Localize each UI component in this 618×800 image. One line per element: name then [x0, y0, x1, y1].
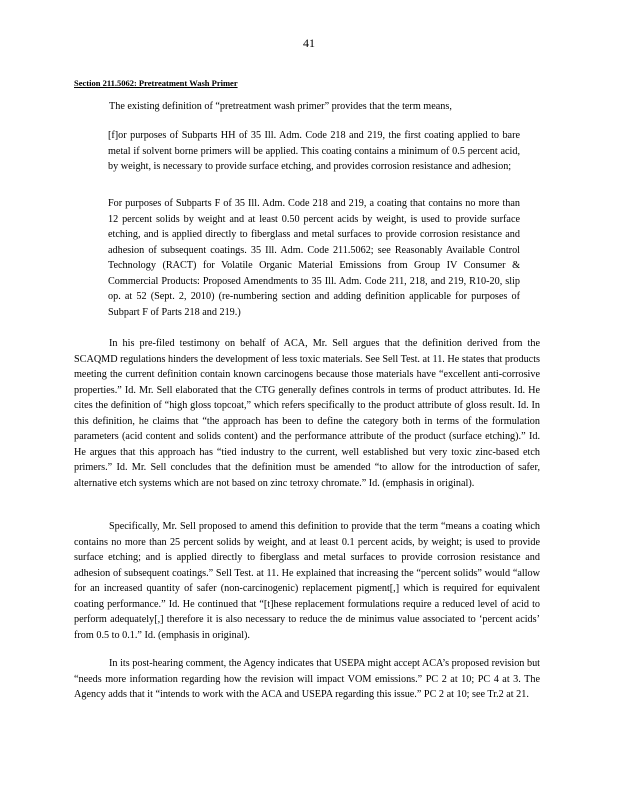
paragraph-agency-comment: In its post-hearing comment, the Agency indicates that USEPA might accept ACA’s proposed revision but “needs more information regarding how the revision will impact VOM emissions.” PC 2 at 10; PC 4 at 3. The Agency adds that it “intends to work with the ACA and USEPA regarding this issue.” PC 2 at 10; see Tr.2 at 21. [74, 658, 540, 700]
intro-paragraph: The existing definition of “pretreatment wash primer” provides that the term means, [109, 101, 452, 112]
block-quote-1: [f]or purposes of Subparts HH of 35 Ill. Adm. Code 218 and 219, the first coating applied to bare metal if solvent borne primers will be applied. This coating contains a minimum of 0.5 percent acid, by weight, is necessary to provide surface etching, and provides corrosion resistance and adhesion; [108, 130, 520, 172]
paragraph-sell-proposal: Specifically, Mr. Sell proposed to amend this definition to provide that the term “means a coating which contains no more than 25 percent solids by weight, and at least 0.1 percent acids, by weight; is used to provide surface etching; and is applied directly to fiberglass and metal surfaces to provide corrosion resistance and adhesion of subsequent coatings.” Sell Test. at 11. He explained that increasing the “percent solids” would “allow for an increased quantity of safer (non-carcinogenic) replacement pigment[,] which is required for equivalent coating performance.” Id. He continued that “[t]hese replacement formulations require a reduced level of acid to perform adequately[,] therefore it is also necessary to reduce the de minimus value associated to ‘percent acids’ from 0.5 to 0.1.” Id. (emphasis in original). [74, 521, 540, 641]
section-heading: Section 211.5062: Pretreatment Wash Primer [74, 78, 238, 88]
block-quote-2: For purposes of Subparts F of 35 Ill. Adm. Code 218 and 219, a coating that contains no more than 12 percent solids by weight and at least 0.50 percent acids by weight, is used to provide surface etching, and is applied directly to fiberglass and metal surfaces to provide corrosion resistance and adhesion of subsequent coatings. 35 Ill. Adm. Code 211.5062; see Reasonably Available Control Technology (RACT) for Volatile Organic Material Emissions from Group IV Consumer & Commercial Products: Proposed Amendments to 35 Ill. Adm. Code 211, 218, and 219, R10-20, slip op. at 52 (Sept. 2, 2010) (re-numbering section and adding definition applicable for purposes of Subpart F of Parts 218 and 219.) [108, 198, 520, 318]
paragraph-sell-testimony: In his pre-filed testimony on behalf of ACA, Mr. Sell argues that the definition derived from the SCAQMD regulations hinders the development of less toxic materials. See Sell Test. at 11. He states that products meeting the current definition contain known carcinogens because those materials have “excellent anti-corrosive properties.” Id. Mr. Sell elaborated that the CTG generally defines controls in terms of product attributes. Id. He cites the definition of “high gloss topcoat,” which refers specifically to the product attribute of gloss result. Id. In this definition, he claims that “the approach has been to define the category both in terms of the formulation parameters (acid content and solids content) and the performance attribute of the product (surface etching).” Id. He argues that this approach has “tied industry to the current, well established but very toxic zinc-based etch primers.” Id. Mr. Sell concludes that the definition must be amended “to allow for the introduction of safer, alternative etch systems which are not based on zinc tetroxy chromate.” Id. (emphasis in original). [74, 338, 540, 489]
page-number: 41 [303, 36, 315, 50]
